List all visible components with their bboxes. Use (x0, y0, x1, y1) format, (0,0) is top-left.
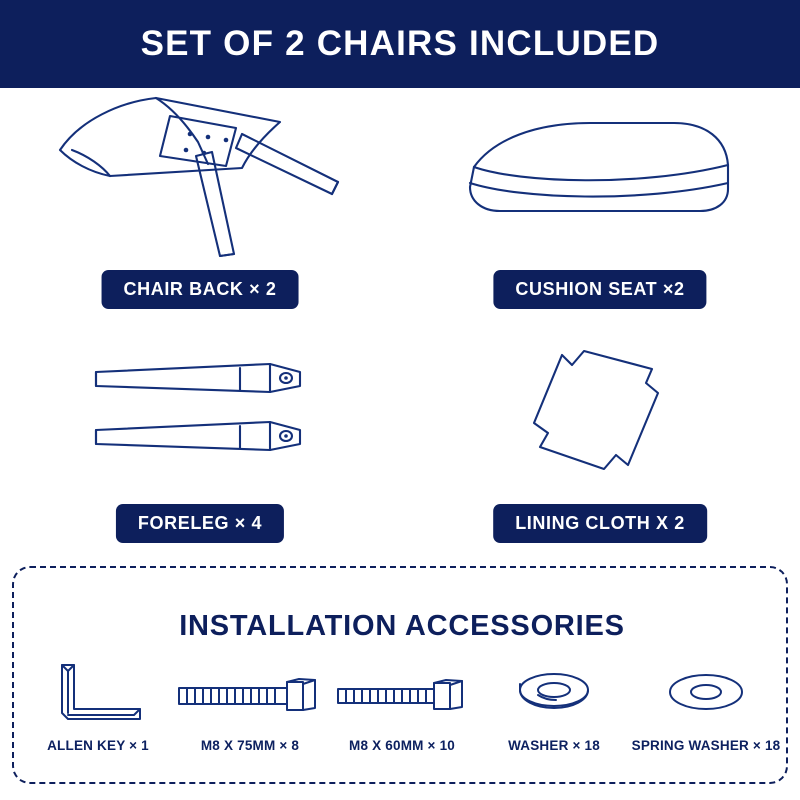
spring-washer-art (663, 660, 749, 732)
accessory-label-bolt-75: M8 X 75MM × 8 (200, 738, 300, 753)
accessory-spring-washer (630, 660, 782, 753)
installation-accessories-box (12, 566, 788, 784)
parts-grid (0, 88, 800, 556)
bolt-60-art (332, 660, 472, 732)
part-foreleg (20, 322, 380, 552)
bolt-icon (332, 676, 472, 716)
part-cushion-seat (420, 88, 780, 318)
accessories-list (22, 660, 782, 753)
accessories-title: INSTALLATION ACCESSORIES (179, 610, 625, 642)
part-lining-cloth (420, 322, 780, 552)
accessory-allen-key (22, 660, 174, 753)
part-label-lining-cloth: LINING CLOTH X 2 (493, 504, 707, 543)
chair-back-icon (50, 90, 350, 265)
accessory-label-bolt-60: M8 X 60MM × 10 (349, 738, 455, 753)
part-label-cushion-seat: CUSHION SEAT ×2 (493, 270, 706, 309)
part-label-chair-back: CHAIR BACK × 2 (102, 270, 299, 309)
part-chair-back (20, 88, 380, 318)
accessory-label-spring-washer: SPRING WASHER × 18 (631, 738, 781, 753)
accessory-washer (478, 660, 630, 753)
foreleg-art (20, 322, 380, 500)
allen-key-art (48, 660, 148, 732)
allen-key-icon (48, 663, 148, 729)
accessory-label-washer: WASHER × 18 (508, 738, 600, 753)
lining-cloth-art (420, 322, 780, 500)
spring-washer-icon (511, 666, 597, 726)
accessory-bolt-75 (174, 660, 326, 753)
washer-art (511, 660, 597, 732)
part-label-foreleg: FORELEG × 4 (116, 504, 284, 543)
cushion-seat-art (420, 88, 780, 266)
page-title: SET OF 2 CHAIRS INCLUDED (140, 24, 660, 63)
header-banner (0, 0, 800, 88)
foreleg-icon (90, 346, 310, 476)
accessory-label-allen-key: ALLEN KEY × 1 (47, 738, 149, 753)
washer-icon (663, 666, 749, 726)
bolt-75-art (175, 660, 325, 732)
chair-back-art (20, 88, 380, 266)
bolt-icon (175, 676, 325, 716)
lining-cloth-icon (500, 341, 700, 481)
cushion-seat-icon (460, 117, 740, 237)
accessory-bolt-60 (326, 660, 478, 753)
